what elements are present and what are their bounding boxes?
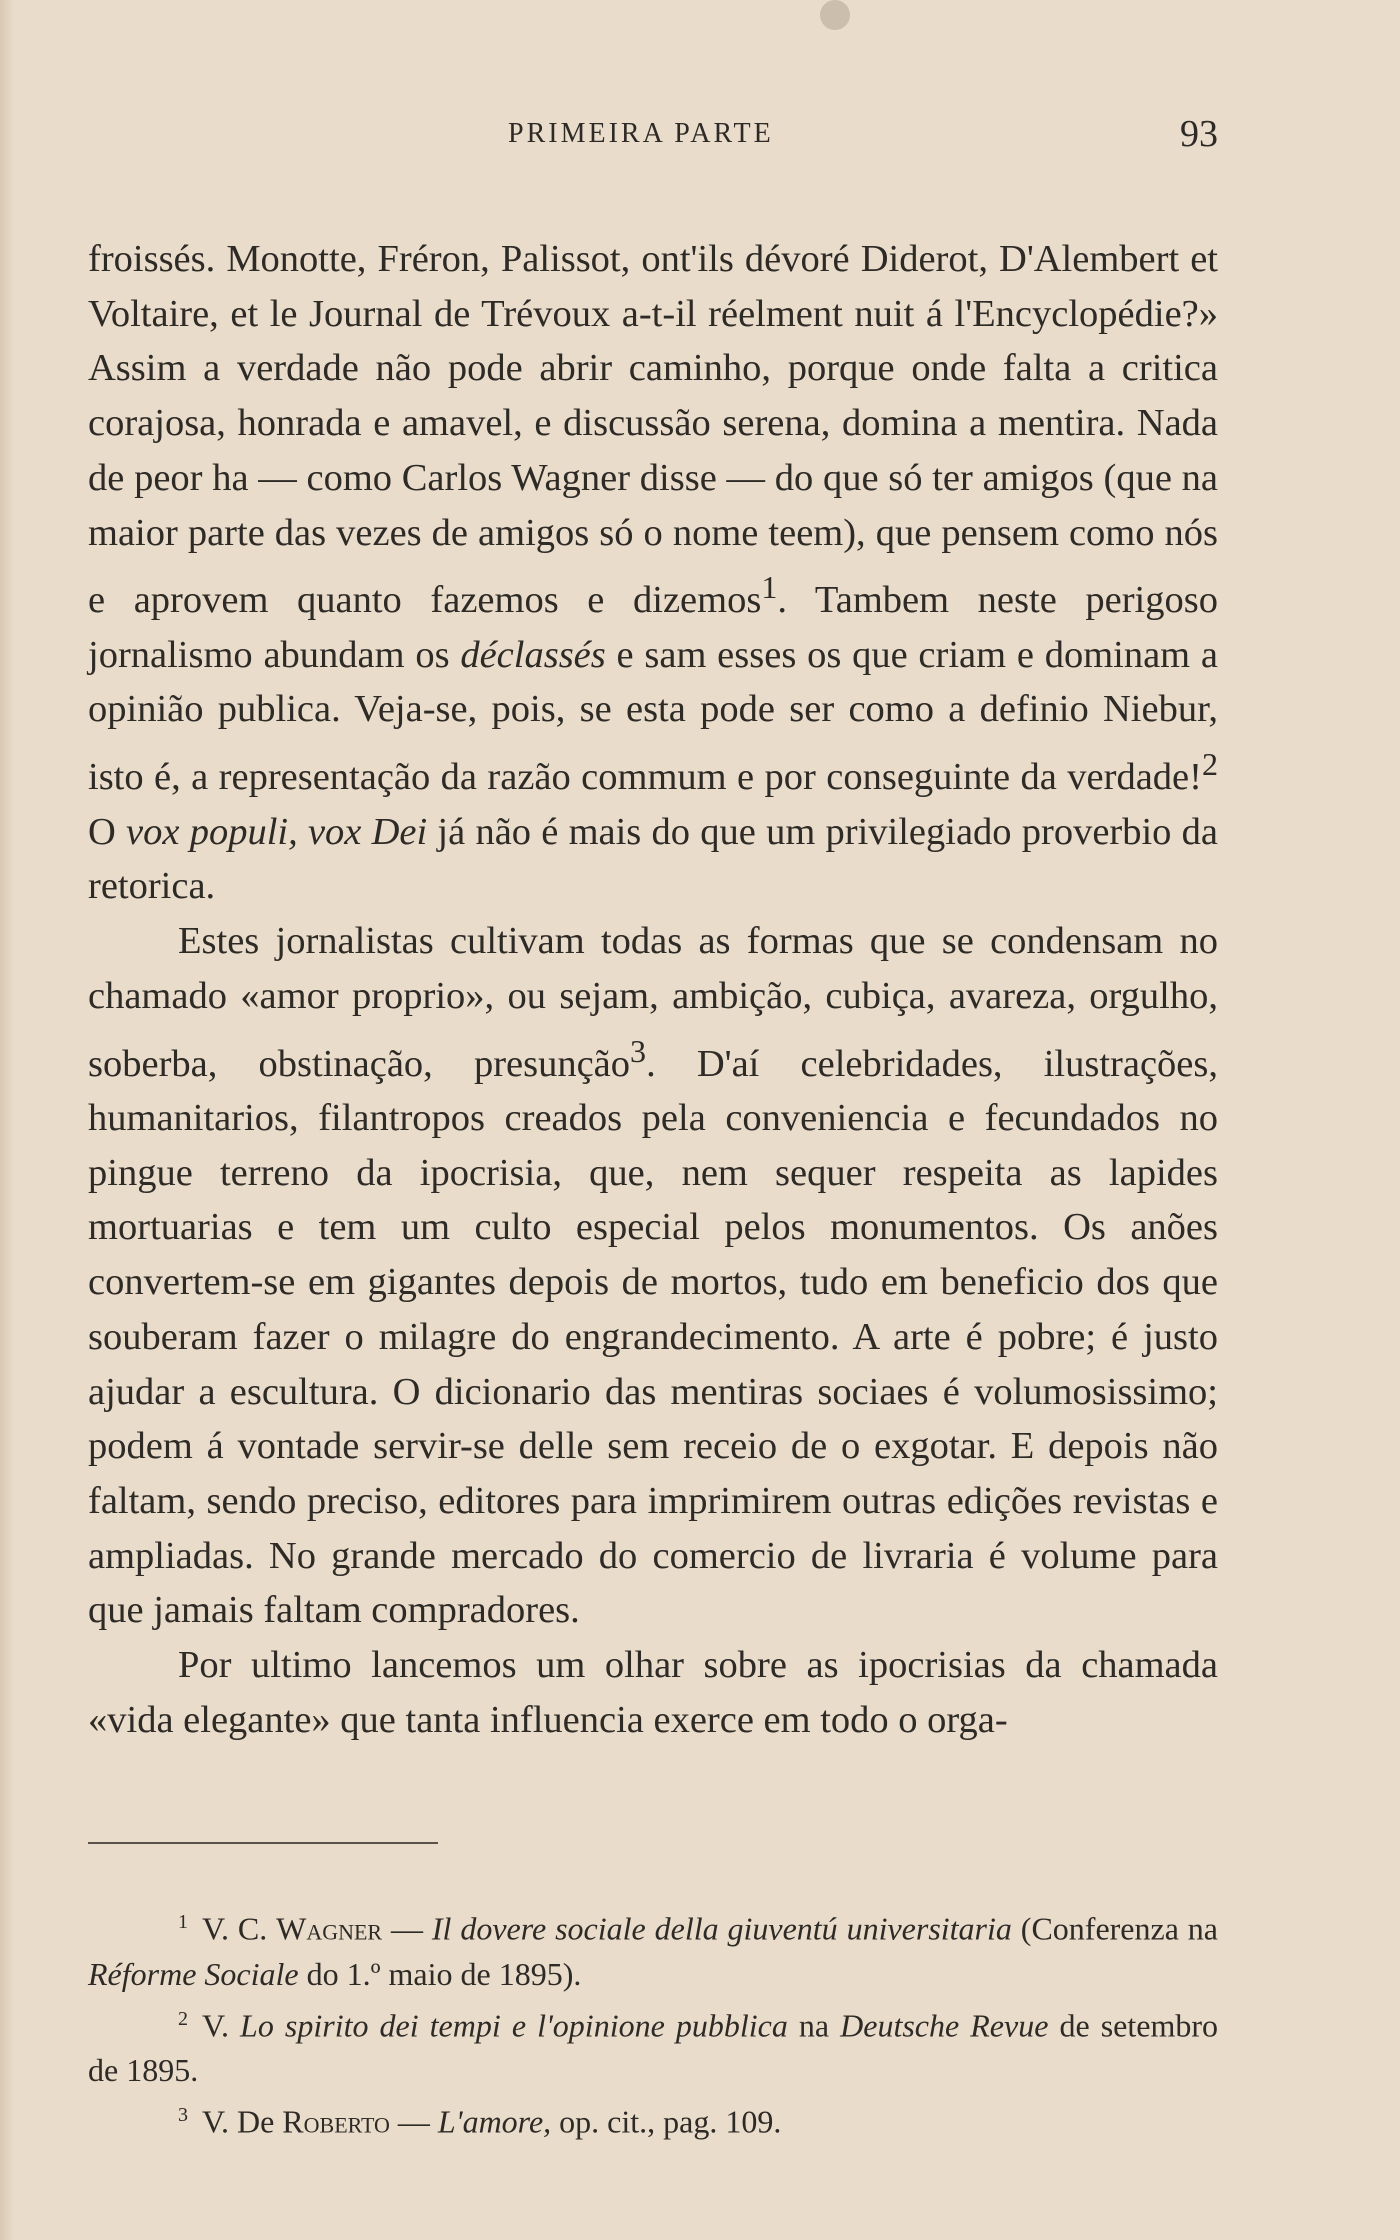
footnote-1: $^1$ V. C. Wagner — Il dovere sociale della giuventú universitaria (Conferenza na Réforme Sociale do 1.º maio de 1895). (88, 1910, 1218, 1992)
footnote-ref-3: 3 (630, 1032, 647, 1069)
page-header (88, 112, 1218, 162)
page-edge (0, 0, 14, 2240)
footnote-2: $^2$ V. Lo spirito dei tempi e l'opinione pubblica na Deutsche Revue de setembro de 1895. (88, 2007, 1219, 2089)
paragraph-1: froissés. Monotte, Fréron, Palissot, ont'ils dévoré Diderot, D'Alembert et Voltaire, et le Journal de Trévoux a-t-il réelment nuit á l'Encyclopédie?» Assim a verdade não pode abrir caminho, porque onde falta a critica corajosa, honrada e amavel, e discussão serena, domina a mentira. Nada de peor ha — como Carlos Wagner disse — do que só ter amigos (que na maior parte das vezes de amigos só o nome teem), que pensem como nós e aprovem quanto fazemos e dizemos$^1$. Tambem neste perigoso jornalismo abundam os déclassés e sam esses os que criam e dominam a opinião publica. Veja-se, pois, se esta pode ser como a definio Niebur, isto é, a representação da razão commum e por conseguinte da verdade!$^2$ O vox populi, vox Dei já não é mais do que um privilegiado proverbio da retorica. (88, 238, 1218, 908)
footnote-3: $^3$ V. De Roberto — L'amore, op. cit., pag. 109. (178, 2103, 782, 2140)
body-text (88, 232, 1218, 1747)
emphasis-vox-populi: vox populi, vox Dei (126, 810, 428, 853)
running-head: PRIMEIRA PARTE (508, 118, 774, 149)
paper-stain (820, 0, 850, 30)
paragraph-3: Por ultimo lancemos um olhar sobre as ipocrisias da chamada «vida elegante» que tanta influencia exerce em todo o orga- (88, 1644, 1218, 1741)
page-number: 93 (1180, 113, 1218, 155)
footnote-separator (88, 1842, 438, 1844)
emphasis-declasses: déclassés (460, 633, 606, 676)
footnote-marker: 3 (178, 2104, 188, 2127)
footnote-marker: 1 (178, 1911, 188, 1933)
footnote-ref-1: 1 (761, 569, 778, 606)
footnote-marker: 2 (178, 2007, 188, 2030)
paragraph-2: Estes jornalistas cultivam todas as formas que se condensam no chamado «amor proprio», ou sejam, ambição, cubiça, avareza, orgulho, soberba, obstinação, presunção$^3$. D'aí celebridades, ilustrações, humanitarios, filantropos creados pela conveniencia e fecundados no pingue terreno da ipocrisia, que, nem sequer respeita as lapides mortuarias e tem um culto especial pelos monumentos. Os anões convertem-se em gigantes depois de mortos, tudo em beneficio dos que souberam fazer o milagre do engrandecimento. A arte é pobre; é justo ajudar a escultura. O dicionario das mentiras sociaes é volumosissimo; podem á vontade servir-se delle sem receio de o exgotar. E depois não faltam, sendo preciso, editores para imprimirem outras edições revistas e ampliadas. No grande mercado do comercio de livraria é volume para que jamais faltam compradores. (88, 920, 1218, 1632)
footnotes (88, 1900, 1218, 2145)
footnote-ref-2: 2 (1201, 746, 1218, 783)
